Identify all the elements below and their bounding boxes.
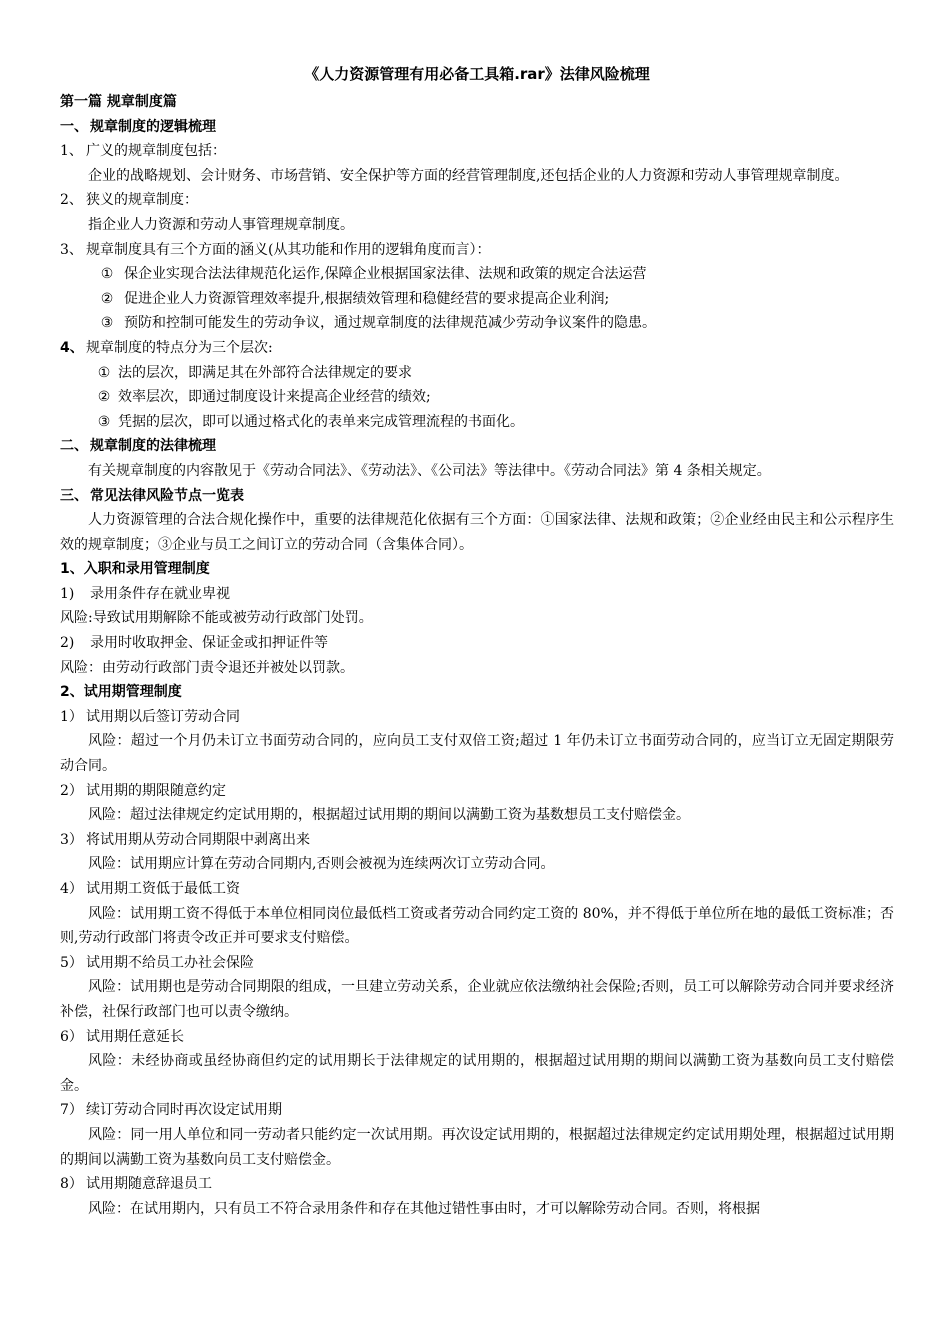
item-4-heading: 4、 规章制度的特点分为三个层次:	[60, 339, 273, 356]
risk-item-description: 风险：试用期也是劳动合同期限的组成，一旦建立劳动关系，企业就应依法缴纳社会保险;否则，员工可以解除劳动合同并要求经济补偿，社保行政部门也可以责令缴纳。	[60, 979, 894, 1020]
risk-item-description: 风险：在试用期内，只有员工不符合录用条件和存在其他过错性事由时，才可以解除劳动合同。否则，将根据	[88, 1200, 760, 1217]
item-1-paragraph: 企业的战略规划、会计财务、市场营销、安全保护等方面的经营管理制度,还包括企业的人力资源和劳动人事管理规章制度。	[88, 167, 849, 184]
item-4-list-item: ② 效率层次，即通过制度设计来提高企业经营的绩效;	[97, 389, 431, 406]
section-heading-2: 二、 规章制度的法律梳理	[60, 438, 216, 455]
risk-item-description: 风险：试用期工资不得低于本单位相同岗位最低档工资或者劳动合同约定工资的 80%，并不得低于单位所在地的最低工资标准；否则,劳动行政部门将责令改正并可要求支付赔偿。	[60, 905, 894, 947]
risk-item-heading: 3） 将试用期从劳动合同期限中剥离出来	[60, 831, 310, 848]
section-heading-3: 三、 常见法律风险节点一览表	[60, 487, 244, 504]
risk-item-heading: 1） 试用期以后签订劳动合同	[60, 708, 240, 725]
risk-item-heading: 6） 试用期任意延长	[60, 1028, 184, 1045]
item-3-list-item: ② 促进企业人力资源管理效率提升,根据绩效管理和稳健经营的要求提高企业利润;	[100, 290, 610, 307]
risk-item-description: 风险：试用期应计算在劳动合同期内,否则会被视为连续两次订立劳动合同。	[88, 856, 555, 873]
item-2-paragraph: 指企业人力资源和劳动人事管理规章制度。	[88, 216, 354, 233]
risk-item-heading: 8） 试用期随意辞退员工	[60, 1176, 212, 1193]
risk-item-description: 风险：未经协商或虽经协商但约定的试用期长于法律规定的试用期的，根据超过试用期的期间以满勤工资为基数向员工支付赔偿金。	[60, 1053, 894, 1094]
item-3-list-item: ① 保企业实现合法法律规范化运作,保障企业根据国家法律、法规和政策的规定合法运营	[100, 266, 647, 283]
risk-item-description: 风险:导致试用期解除不能或被劳动行政部门处罚。	[60, 610, 373, 627]
document-page	[60, 62, 894, 1221]
risk-item-description: 风险：同一用人单位和同一劳动者只能约定一次试用期。再次设定试用期的，根据超过法律规定约定试用期处理，根据超过试用期的期间以满勤工资为基数向员工支付赔偿金。	[60, 1126, 894, 1168]
item-4-list-item: ③ 凭据的层次，即可以通过格式化的表单来完成管理流程的书面化。	[97, 413, 524, 430]
risk-item-description: 风险：由劳动行政部门责令退还并被处以罚款。	[60, 659, 354, 676]
risk-item-heading: 2） 试用期的期限随意约定	[60, 782, 226, 799]
item-3-list-item: ③ 预防和控制可能发生的劳动争议，通过规章制度的法律规范减少劳动争议案件的隐患。	[100, 315, 656, 332]
section-3-paragraph: 人力资源管理的合法合规化操作中，重要的法律规范化依据有三个方面：①国家法律、法规和政策；②企业经由民主和公示程序生效的规章制度；③企业与员工之间订立的劳动合同（含集体合同）。	[60, 512, 894, 553]
document-title: 《人力资源管理有用必备工具箱.rar》法律风险梳理	[304, 65, 650, 83]
risk-item-heading: 5） 试用期不给员工办社会保险	[60, 954, 254, 971]
item-2-heading: 2、 狭义的规章制度：	[60, 192, 198, 209]
section-heading-1: 一、 规章制度的逻辑梳理	[60, 118, 216, 135]
item-4-list-item: ① 法的层次，即满足其在外部符合法律规定的要求	[97, 364, 412, 381]
subsection-heading-1: 1、入职和录用管理制度	[60, 561, 210, 578]
part-heading: 第一篇 规章制度篇	[60, 94, 177, 110]
section-2-paragraph: 有关规章制度的内容散见于《劳动合同法》、《劳动法》、《公司法》等法律中。《劳动合同法》第 4 条相关规定。	[88, 462, 771, 479]
risk-item-heading: 7） 续订劳动合同时再次设定试用期	[60, 1102, 282, 1119]
item-3-heading: 3、 规章制度具有三个方面的涵义(从其功能和作用的逻辑角度而言）：	[60, 241, 491, 258]
risk-item-heading: 2) 录用时收取押金、保证金或扣押证件等	[60, 635, 328, 652]
risk-item-description: 风险：超过法律规定约定试用期的，根据超过试用期的期间以满勤工资为基数想员工支付赔偿金。	[88, 807, 690, 824]
item-1-heading: 1、 广义的规章制度包括：	[60, 143, 226, 160]
risk-item-heading: 1) 录用条件存在就业卑视	[60, 585, 230, 602]
risk-item-description: 风险：超过一个月仍未订立书面劳动合同的，应向员工支付双倍工资;超过 1 年仍未订立书面劳动合同的，应当订立无固定期限劳动合同。	[60, 733, 894, 775]
subsection-heading-2: 2、试用期管理制度	[60, 684, 182, 701]
risk-item-heading: 4） 试用期工资低于最低工资	[60, 881, 240, 897]
